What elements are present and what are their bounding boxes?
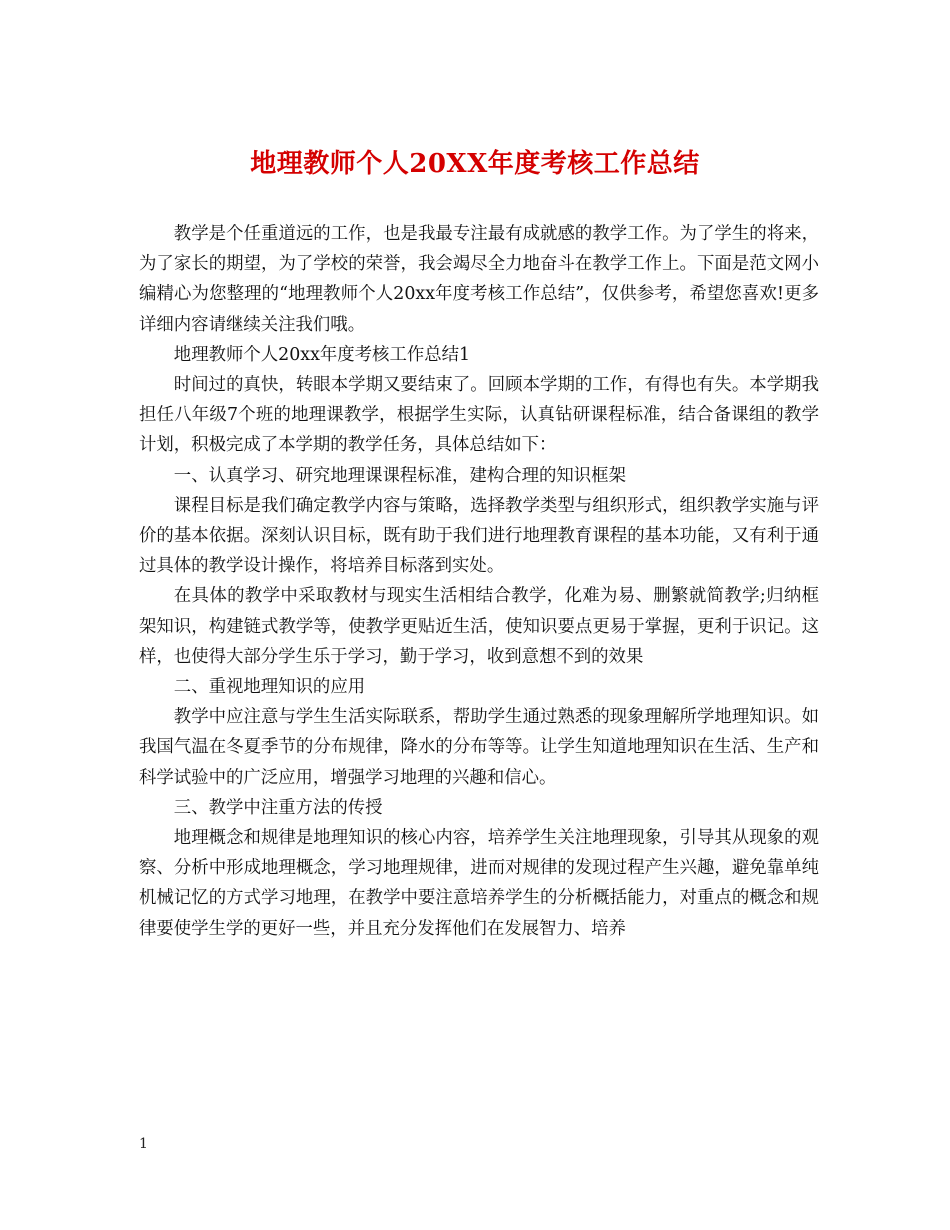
body-paragraph: 教学中应注意与学生生活实际联系，帮助学生通过熟悉的现象理解所学地理知识。如我国气温在冬夏季节的分布规律，降水的分布等等。让学生知道地理知识在生活、生产和科学试验中的广泛应用，增强学习地理的兴趣和信心。 (139, 707, 819, 788)
document-body (139, 219, 819, 944)
intro-paragraph: 教学是个任重道远的工作，也是我最专注最有成就感的教学工作。为了学生的将来，为了家长的期望，为了学校的荣誉，我会竭尽全力地奋斗在教学工作上。下面是范文网小编精心为您整理的“地理教师个人20xx年度考核工作总结”，仅供参考，希望您喜欢!更多详细内容请继续关注我们哦。 (139, 224, 819, 335)
section-heading-summary-1: 地理教师个人20xx年度考核工作总结1 (173, 344, 471, 365)
body-paragraph: 时间过的真快，转眼本学期又要结束了。回顾本学期的工作，有得也有失。本学期我担任八年级7个班的地理课教学，根据学生实际，认真钻研课程标准，结合备课组的教学计划，积极完成了本学期的教学任务，具体总结如下： (139, 375, 819, 456)
body-paragraph: 在具体的教学中采取教材与现实生活相结合教学，化难为易、删繁就简教学;归纳框架知识，构建链式教学等，使教学更贴近生活，使知识要点更易于掌握，更利于识记。这样，也使得大部分学生乐于学习，勤于学习，收到意想不到的效果 (139, 586, 819, 667)
document-title: 地理教师个人20XX年度考核工作总结 (250, 149, 700, 179)
body-paragraph: 地理概念和规律是地理知识的核心内容，培养学生关注地理现象，引导其从现象的观察、分析中形成地理概念，学习地理规律，进而对规律的发现过程产生兴趣，避免靠单纯机械记忆的方式学习地理，在教学中要注意培养学生的分析概括能力，对重点的概念和规律要使学生学的更好一些，并且充分发挥他们在发展智力、培养 (139, 828, 819, 939)
section-heading-1: 一、认真学习、研究地理课课程标准，建构合理的知识框架 (173, 465, 626, 486)
section-heading-3: 三、教学中注重方法的传授 (173, 797, 383, 818)
page-number: 1 (139, 1136, 148, 1152)
section-heading-2: 二、重视地理知识的应用 (173, 677, 366, 698)
body-paragraph: 课程目标是我们确定教学内容与策略，选择教学类型与组织形式，组织教学实施与评价的基本依据。深刻认识目标，既有助于我们进行地理教育课程的基本功能，又有利于通过具体的教学设计操作，将培养目标落到实处。 (139, 495, 819, 577)
